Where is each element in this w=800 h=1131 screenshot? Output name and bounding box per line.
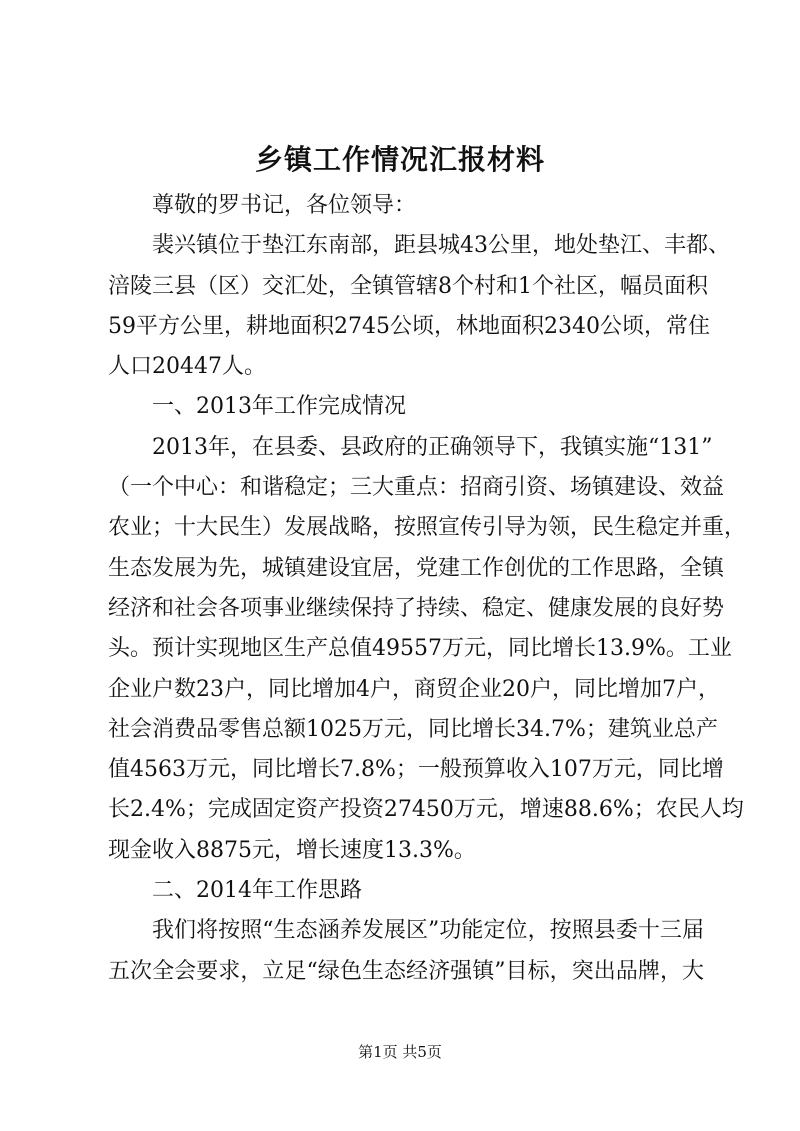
paragraph-line: 头。预计实现地区生产总值49557万元，同比增长13.9%。工业 <box>108 636 732 662</box>
document-title: 乡镇工作情况汇报材料 <box>254 143 545 176</box>
paragraph-line: 现金收入8875元，增长速度13.3%。 <box>108 837 476 863</box>
paragraph-line: 社会消费品零售总额1025万元，同比增长34.7%；建筑业总产 <box>108 716 718 742</box>
document-body <box>108 186 747 992</box>
paragraph-line: 农业；十大民生）发展战略，按照宣传引导为领，民生稳定并重， <box>108 515 747 541</box>
section-heading-2014: 二、2014年工作思路 <box>152 878 362 904</box>
page-number-footer: 第1页 共5页 <box>358 1043 442 1061</box>
paragraph-line: 59平方公里，耕地面积2745公顷，林地面积2340公顷，常住 <box>108 313 710 339</box>
paragraph-line: 涪陵三县（区）交汇处，全镇管辖8个村和1个社区，幅员面积 <box>108 273 708 299</box>
paragraph-line: 五次全会要求，立足“绿色生态经济强镇”目标，突出品牌，大 <box>108 958 704 984</box>
paragraph-line: 经济和社会各项事业继续保持了持续、稳定、健康发展的良好势 <box>108 595 725 621</box>
paragraph-line: （一个中心：和谐稳定；三大重点：招商引资、场镇建设、效益 <box>108 475 725 501</box>
paragraph-line: 长2.4%；完成固定资产投资27450万元，增速88.6%；农民人均 <box>108 797 744 823</box>
paragraph-line: 企业户数23户，同比增加4户，商贸企业20户，同比增加7户， <box>108 676 720 702</box>
paragraph-line: 人口20447人。 <box>108 354 266 380</box>
paragraph-line: 生态发展为先，城镇建设宜居，党建工作创优的工作思路，全镇 <box>108 555 725 581</box>
paragraph-line: 2013年，在县委、县政府的正确领导下，我镇实施“131” <box>152 434 713 460</box>
paragraph-line: 值4563万元，同比增长7.8%；一般预算收入107万元，同比增 <box>108 757 724 783</box>
paragraph-line: 裴兴镇位于垫江东南部，距县城43公里，地处垫江、丰都、 <box>152 233 730 259</box>
salutation-line: 尊敬的罗书记，各位领导： <box>152 193 417 218</box>
paragraph-line: 我们将按照“生态涵养发展区”功能定位，按照县委十三届 <box>152 918 704 944</box>
section-heading-2013: 一、2013年工作完成情况 <box>152 394 406 420</box>
